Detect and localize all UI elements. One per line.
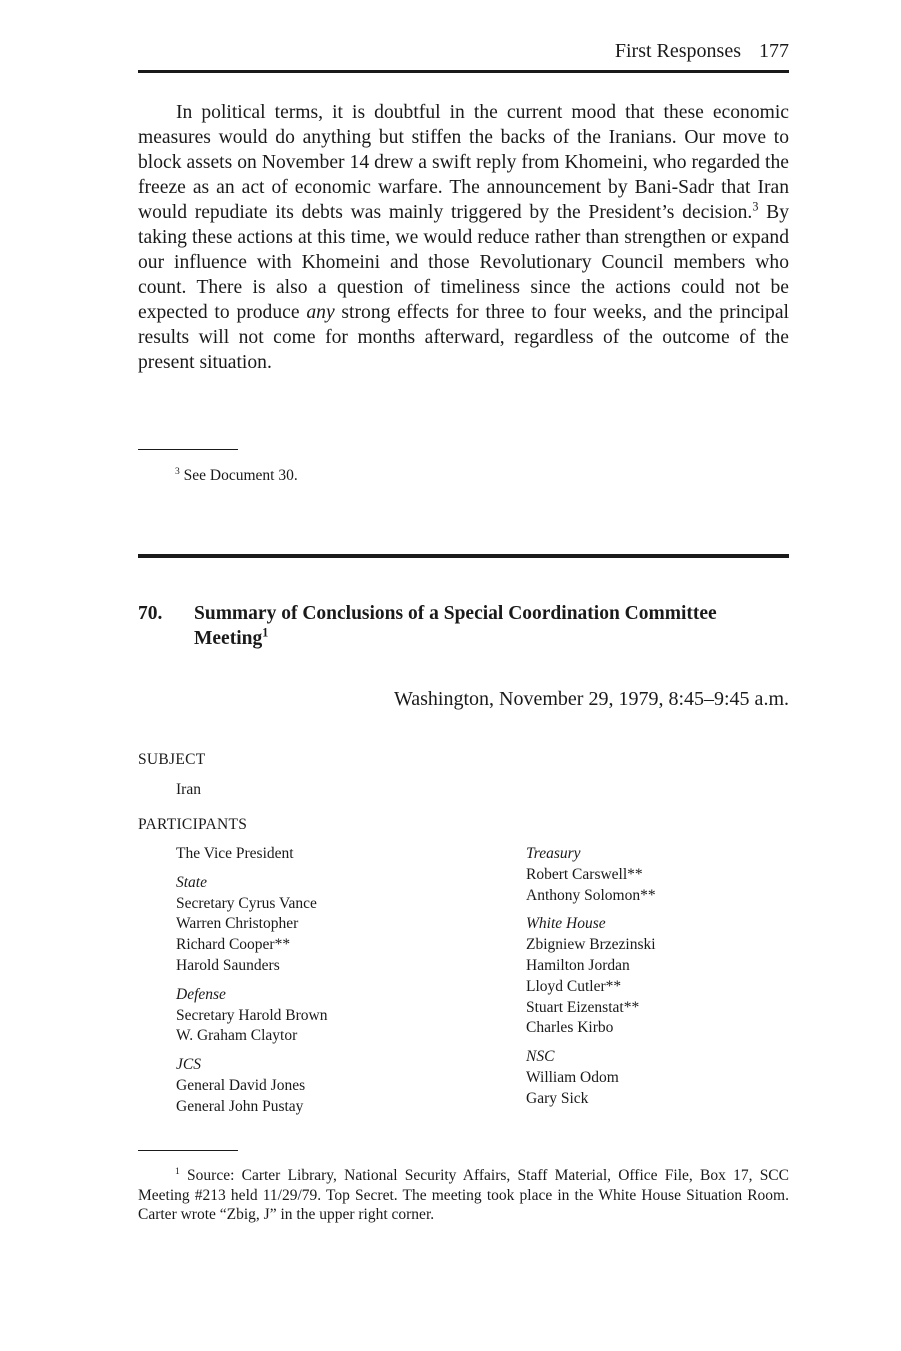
footnote-text: See Document 30. bbox=[179, 467, 298, 484]
footnote-marker: 1 bbox=[175, 1165, 180, 1177]
participant-name: Gary Sick bbox=[526, 1089, 589, 1107]
footnote-reference[interactable]: 3 bbox=[752, 199, 759, 214]
participants-label: PARTICIPANTS bbox=[138, 816, 248, 833]
body-paragraph bbox=[138, 100, 789, 375]
participant-name: Charles Kirbo bbox=[526, 1019, 614, 1037]
participant-name: Robert Carswell** bbox=[526, 865, 643, 883]
footnote-3 bbox=[175, 466, 298, 486]
document-title-text: Summary of Conclusions of a Special Coordination Committee Meeting bbox=[194, 603, 717, 649]
paragraph-text: strong effects for three to four weeks, and the principal results will not come for months afterward, regardless of the outcome of the present situation. bbox=[138, 302, 789, 373]
footnote-divider bbox=[138, 1150, 238, 1151]
agency-heading-jcs: JCS bbox=[176, 1056, 201, 1074]
paragraph-text: By taking these actions at this time, we would reduce rather than strengthen or expand our influence with Khomeini and those Revolutionary Council members who count. There is also a question of timeliness since the actions could not be expected to produce bbox=[138, 202, 790, 323]
participant-name: Zbigniew Brzezinski bbox=[526, 936, 656, 954]
participant-name: The Vice President bbox=[176, 845, 294, 862]
subject-value: Iran bbox=[176, 781, 201, 798]
paragraph-text: In political terms, it is doubtful in the current mood that these economic measures would do anything but stiffen the backs of the Iranians. Our move to block assets on November 14 drew a swift reply from Khomeini, who regarded the freeze as an act of economic warfare. The announcement by Bani-Sadr that Iran would repudiate its debts was mainly triggered by the President’s decision. bbox=[138, 102, 789, 223]
participant-name: Warren Christopher bbox=[176, 915, 299, 933]
participant-name: Lloyd Cutler** bbox=[526, 977, 622, 995]
participant-name: Secretary Cyrus Vance bbox=[176, 894, 317, 912]
dateline: Washington, November 29, 1979, 8:45–9:45 a.m. bbox=[393, 688, 789, 710]
section-title: First Responses bbox=[614, 40, 741, 62]
participant-name: Richard Cooper** bbox=[176, 936, 291, 954]
footnote-reference[interactable]: 1 bbox=[262, 625, 269, 640]
participant-name: General David Jones bbox=[176, 1076, 306, 1094]
subject-label: SUBJECT bbox=[138, 751, 206, 768]
agency-heading-state: State bbox=[176, 873, 207, 891]
participants-left-column bbox=[176, 844, 328, 1118]
participant-name: William Odom bbox=[526, 1068, 619, 1086]
document-title bbox=[194, 601, 754, 651]
participant-name: Secretary Harold Brown bbox=[176, 1006, 328, 1024]
participant-name: Anthony Solomon** bbox=[526, 886, 656, 904]
participants-right-column bbox=[526, 844, 656, 1110]
agency-heading-nsc: NSC bbox=[526, 1048, 555, 1066]
emphasis: any bbox=[306, 302, 335, 323]
footnote-text: Source: Carter Library, National Security Affairs, Staff Material, Office File, Box 17, SCC Meeting #213 held 11/29/79. Top Secret. The meeting took place in the White House Situation Room. Carter wrote “Zbig, J” in the upper right corner. bbox=[138, 1167, 789, 1223]
running-header bbox=[138, 38, 789, 73]
page-number: 177 bbox=[759, 40, 789, 62]
agency-heading-white-house: White House bbox=[526, 915, 606, 933]
footnote-divider bbox=[138, 449, 238, 450]
document-divider bbox=[138, 554, 789, 558]
footnote-marker: 3 bbox=[175, 465, 180, 477]
agency-heading-defense: Defense bbox=[176, 985, 226, 1003]
agency-heading-treasury: Treasury bbox=[526, 845, 581, 862]
participant-name: General John Pustay bbox=[176, 1097, 304, 1115]
participant-name: Stuart Eizenstat** bbox=[526, 998, 640, 1016]
participant-name: Hamilton Jordan bbox=[526, 956, 630, 974]
footnote-1 bbox=[138, 1166, 789, 1225]
document-number: 70. bbox=[138, 603, 163, 624]
participant-name: W. Graham Claytor bbox=[176, 1027, 298, 1045]
participant-name: Harold Saunders bbox=[176, 956, 280, 974]
